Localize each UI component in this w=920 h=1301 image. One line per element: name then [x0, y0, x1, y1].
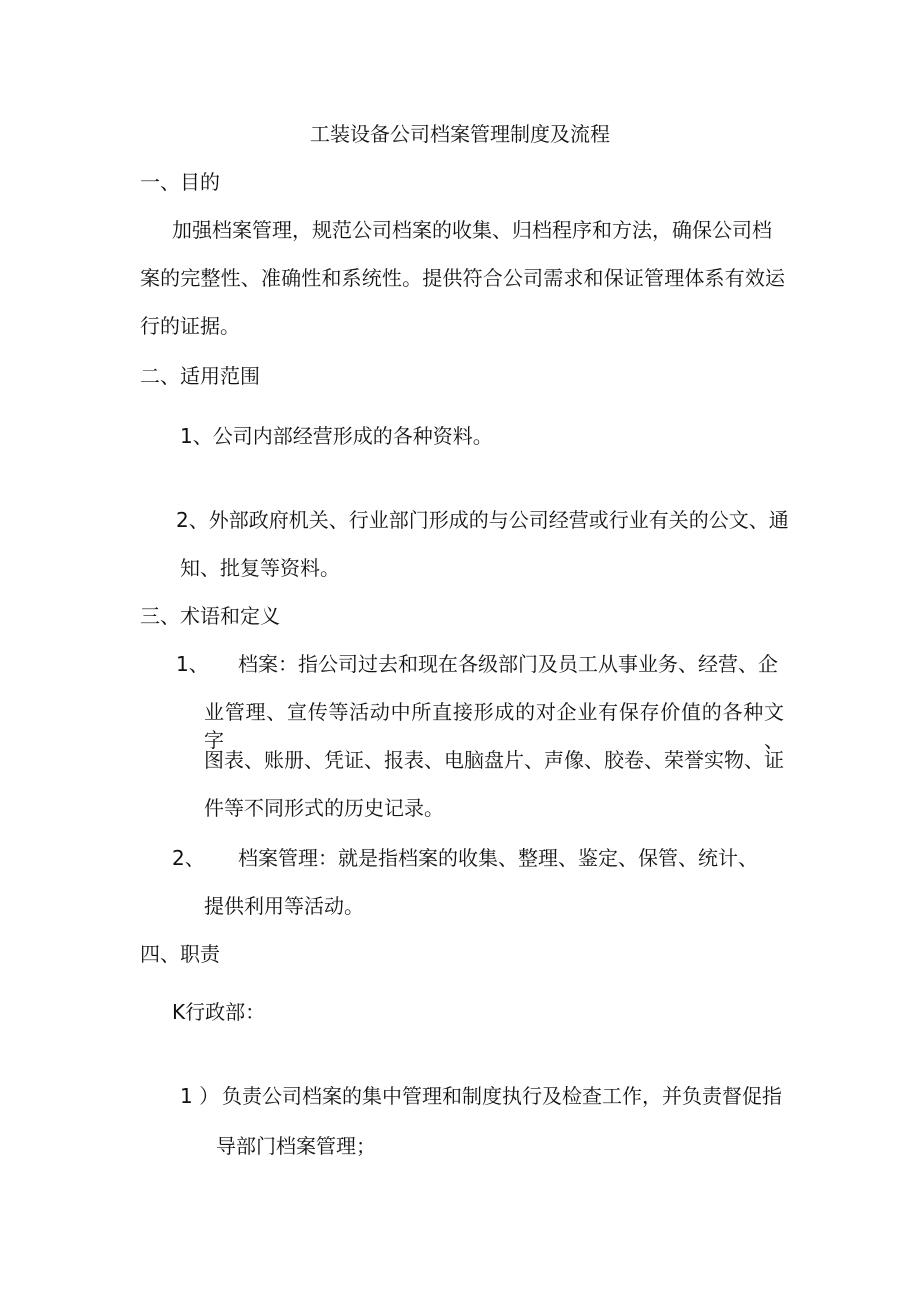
duties-item-1-number: 1 ） — [180, 1084, 220, 1108]
purpose-paragraph-line: 行的证据。 — [140, 314, 240, 338]
terms-item-1-line: 业管理、宣传等活动中所直接形成的对企业有保存价值的各种文字、 — [204, 700, 784, 752]
section-heading-purpose: 一、目的 — [140, 170, 220, 194]
terms-item-2-line: 提供利用等活动。 — [204, 894, 364, 918]
purpose-paragraph-line: 加强档案管理，规范公司档案的收集、归档程序和方法，确保公司档 — [172, 218, 772, 242]
terms-item-1-line: 档案：指公司过去和现在各级部门及员工从事业务、经营、企 — [238, 652, 778, 676]
document-title: 工装设备公司档案管理制度及流程 — [310, 122, 610, 146]
terms-item-1-line: 图表、账册、凭证、报表、电脑盘片、声像、胶卷、荣誉实物、证 — [204, 748, 784, 772]
scope-item-2: 2、外部政府机关、行业部门形成的与公司经营或行业有关的公文、通 — [176, 508, 789, 532]
purpose-paragraph-line: 案的完整性、准确性和系统性。提供符合公司需求和保证管理体系有效运 — [140, 266, 785, 290]
section-heading-terms: 三、术语和定义 — [140, 604, 280, 628]
scope-item-2-continued: 知、批复等资料。 — [180, 556, 340, 580]
duties-department-label: K行政部： — [172, 1000, 266, 1024]
section-heading-scope: 二、适用范围 — [140, 364, 260, 388]
terms-item-1-number: 1、 — [176, 652, 209, 676]
section-heading-duties: 四、职责 — [140, 942, 220, 966]
scope-item-1: 1、公司内部经营形成的各种资料。 — [180, 424, 493, 448]
terms-item-1-line: 件等不同形式的历史记录。 — [204, 796, 444, 820]
duties-item-1-line: 导部门档案管理； — [216, 1134, 376, 1158]
terms-item-2-line: 档案管理：就是指档案的收集、整理、鉴定、保管、统计、 — [238, 846, 758, 870]
terms-item-2-number: 2、 — [172, 846, 205, 870]
duties-item-1-line: 负责公司档案的集中管理和制度执行及检查工作，并负责督促指 — [222, 1084, 782, 1108]
